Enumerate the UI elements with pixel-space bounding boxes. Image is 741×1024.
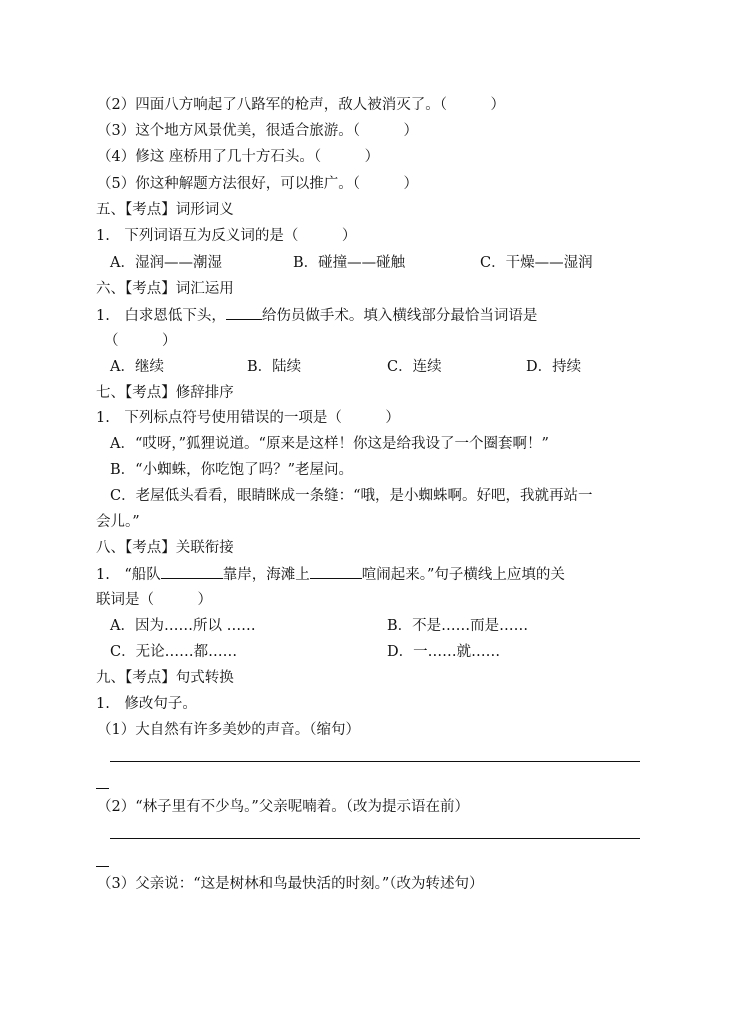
option-a: A．因为……所以 …… xyxy=(110,618,256,634)
question-word-usage xyxy=(96,305,537,326)
question-conjunction xyxy=(96,564,565,585)
answer-line-1-tail xyxy=(96,788,109,789)
option-d: D．持续 xyxy=(526,359,582,375)
answer-paren: （ ） xyxy=(104,333,177,349)
question-text-2: 靠岸，海滩上 xyxy=(222,567,310,583)
judgement-item-3: （3）这个地方风景优美，很适合旅游。（ ） xyxy=(97,123,418,139)
rewrite-item-2: （2）“林子里有不少鸟。”父亲呢喃着。（改为提示语在前） xyxy=(97,799,470,815)
question-punctuation: 1. 下列标点符号使用错误的一项是（ ） xyxy=(96,410,400,426)
option-d: D．一……就…… xyxy=(387,644,501,660)
section-heading-7: 七、【考点】修辞排序 xyxy=(96,385,234,401)
section-heading-5: 五、【考点】词形词义 xyxy=(96,202,234,218)
option-c: C．连续 xyxy=(387,359,442,375)
option-a: A．继续 xyxy=(110,359,164,375)
option-a: A．湿润——潮湿 xyxy=(110,255,222,271)
question-conjunction-line-2: 联词是（ ） xyxy=(96,592,212,608)
option-b: B．不是……而是…… xyxy=(387,618,529,634)
section-heading-8: 八、【考点】关联衔接 xyxy=(96,540,234,556)
judgement-item-4: （4）修这 座桥用了几十方石头。（ ） xyxy=(97,149,380,165)
question-text-after: 给伤员做手术。填入横线部分最恰当词语是 xyxy=(261,308,538,324)
question-rewrite: 1. 修改句子。 xyxy=(96,696,197,712)
option-b: B．“小蜘蛛，你吃饱了吗？”老屋问。 xyxy=(110,462,353,478)
option-b: B．碰撞——碰触 xyxy=(293,255,406,271)
option-b: B．陆续 xyxy=(247,359,302,375)
section-heading-6: 六、【考点】词汇运用 xyxy=(96,281,234,297)
option-c-line-2: 会儿。” xyxy=(96,514,140,530)
option-c-line-1: C．老屋低头看看，眼睛眯成一条缝：“哦，是小蜘蛛啊。好吧，我就再站一 xyxy=(110,488,593,504)
option-c: C．无论……都…… xyxy=(110,644,238,660)
question-text-1: 1. “船队 xyxy=(96,567,161,583)
question-text-before: 1. 白求恩低下头， xyxy=(96,308,226,324)
answer-line-2[interactable] xyxy=(110,838,640,839)
fill-blank-1 xyxy=(161,564,223,579)
question-antonym: 1. 下列词语互为反义词的是（ ） xyxy=(96,228,357,244)
option-c: C．干燥——湿润 xyxy=(480,255,593,271)
section-heading-9: 九、【考点】句式转换 xyxy=(96,670,234,686)
judgement-item-2: （2）四面八方响起了八路军的枪声，敌人被消灭了。（ ） xyxy=(97,97,505,113)
option-a: A．“哎呀，”狐狸说道。“原来是这样！你这是给我设了一个圈套啊！” xyxy=(110,436,549,452)
fill-blank xyxy=(226,305,262,320)
answer-line-2-tail xyxy=(96,866,109,867)
question-text-3: 喧闹起来。”句子横线上应填的关 xyxy=(361,567,565,583)
rewrite-item-1: （1）大自然有许多美妙的声音。（缩句） xyxy=(97,722,360,738)
answer-line-1[interactable] xyxy=(110,761,640,762)
judgement-item-5: （5）你这种解题方法很好，可以推广。（ ） xyxy=(97,176,418,192)
rewrite-item-3: （3）父亲说：“这是树林和鸟最快活的时刻。”（改为转述句） xyxy=(97,876,484,892)
fill-blank-2 xyxy=(310,564,362,579)
